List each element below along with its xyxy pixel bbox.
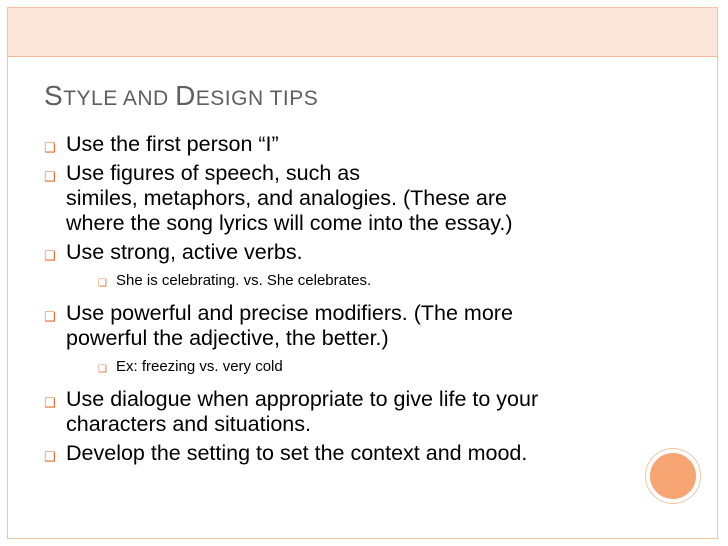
bullet-text: Use figures of speech, such as <box>66 161 360 185</box>
bullet-text: Use dialogue when appropriate to give life to your <box>66 387 539 411</box>
bullet-text: Develop the setting to set the context and mood. <box>66 441 528 465</box>
sub-bullet-item <box>44 271 604 291</box>
checkbox-bullet-icon: ❑ <box>44 141 56 156</box>
bullet-text: Ex: freezing vs. very cold <box>116 358 283 375</box>
bullet-item <box>44 161 604 236</box>
bullet-text: powerful the adjective, the better.) <box>66 326 389 350</box>
slide-title <box>44 80 318 112</box>
title-part: TYLE AND <box>63 87 176 110</box>
checkbox-bullet-icon: ❑ <box>98 364 107 375</box>
bullet-item <box>44 240 604 265</box>
bullet-text: where the song lyrics will come into the essay.) <box>66 211 513 235</box>
bullet-item <box>44 301 604 351</box>
bullet-text: Use powerful and precise modifiers. (The more <box>66 301 513 325</box>
checkbox-bullet-icon: ❑ <box>98 278 107 289</box>
title-part: ESIGN TIPS <box>195 87 319 110</box>
decorative-circle <box>646 449 700 503</box>
bullet-item <box>44 441 604 466</box>
bullet-item <box>44 132 604 157</box>
checkbox-bullet-icon: ❑ <box>44 170 56 185</box>
bullet-text: Use the first person “I” <box>66 132 279 156</box>
bullet-list <box>44 132 604 470</box>
bullet-text: characters and situations. <box>66 412 311 436</box>
bullet-item <box>44 387 604 437</box>
sub-bullet-item <box>44 357 604 377</box>
bullet-text: She is celebrating. vs. She celebrates. <box>116 272 372 289</box>
checkbox-bullet-icon: ❑ <box>44 249 56 264</box>
bullet-text: Use strong, active verbs. <box>66 240 303 264</box>
title-initial: D <box>175 80 196 111</box>
bullet-text: similes, metaphors, and analogies. (These are <box>66 186 507 210</box>
checkbox-bullet-icon: ❑ <box>44 396 56 411</box>
checkbox-bullet-icon: ❑ <box>44 310 56 325</box>
checkbox-bullet-icon: ❑ <box>44 450 56 465</box>
title-initial: S <box>44 80 64 111</box>
